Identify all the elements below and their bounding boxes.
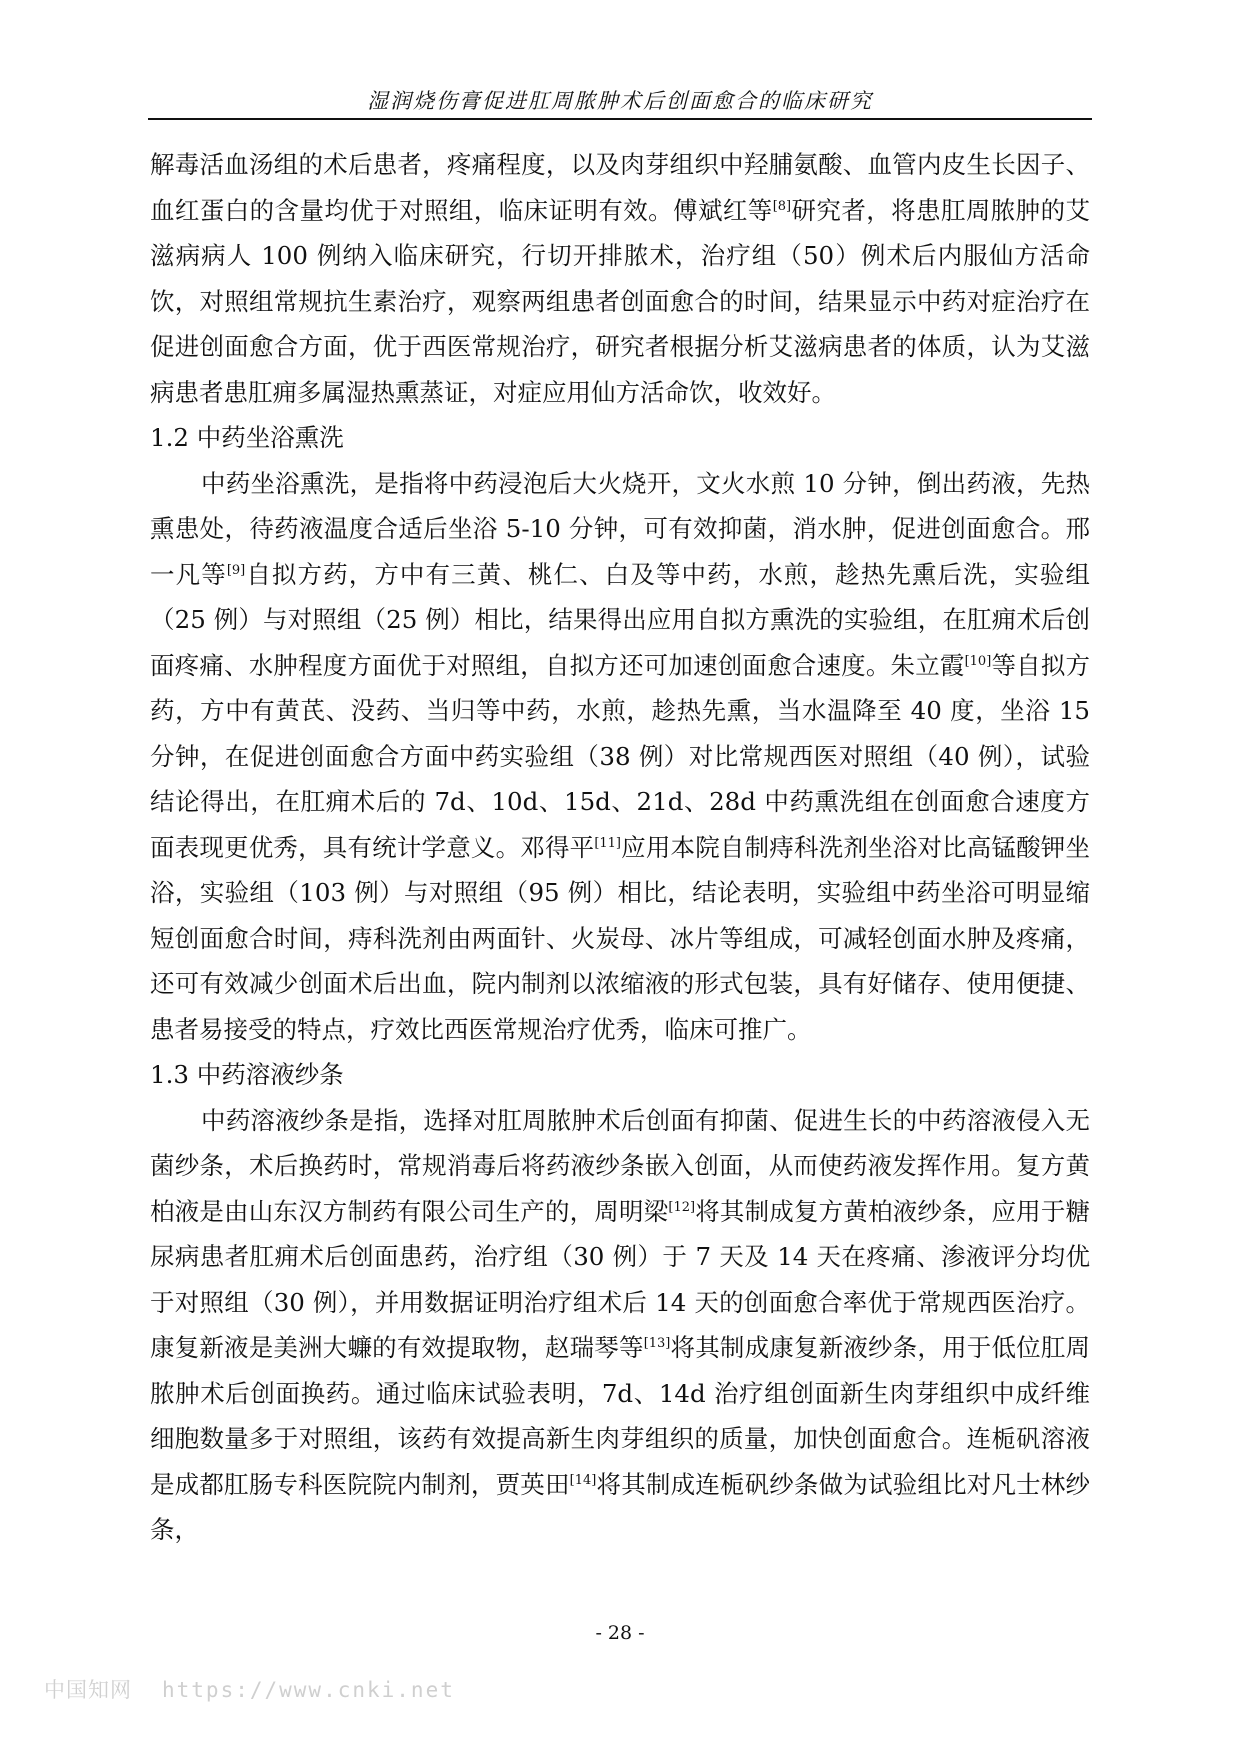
paragraph-2	[150, 461, 1090, 1053]
running-header-title: 湿润烧伤膏促进肛周脓肿术后创面愈合的临床研究	[367, 89, 873, 113]
paragraph-3	[150, 1098, 1090, 1553]
body-text	[150, 142, 1090, 1553]
citation-8[interactable]: [8]	[772, 198, 792, 214]
paragraph-2-text-a: 中药坐浴熏洗，是指将中药浸泡后大火烧开，文火水煎 10 分钟，倒出药液，先热熏患处，待药液温度合适后坐浴 5-10 分钟，可有效抑菌，消水肿，促进创面愈合。邢一凡等	[150, 468, 1090, 589]
section-heading-1-3: 1.3 中药溶液纱条	[150, 1060, 344, 1089]
citation-12[interactable]: [12]	[668, 1199, 696, 1215]
paragraph-1	[150, 142, 1090, 415]
watermark-url: https://www.cnki.net	[162, 1678, 455, 1702]
paragraph-3-text-c: 将其制成康复新液纱条，用于低位肛周脓肿术后创面换药。通过临床试验表明，7d、14d 治疗组创面新生肉芽组织中成纤维细胞数量多于对照组，该药有效提高新生肉芽组织的质量，加快创面愈合。连栀矾溶液是成都肛肠专科医院院内制剂，贾英田	[150, 1333, 1091, 1499]
page-number: - 28 -	[595, 1622, 645, 1644]
paragraph-3-text-a: 中药溶液纱条是指，选择对肛周脓肿术后创面有抑菌、促进生长的中药溶液侵入无菌纱条，术后换药时，常规消毒后将药液纱条嵌入创面，从而使药液发挥作用。复方黄柏液是由山东汉方制药有限公司生产的，周明梁	[150, 1105, 1090, 1226]
citation-10[interactable]: [10]	[964, 653, 992, 669]
cnki-watermark	[44, 1676, 455, 1704]
paragraph-2-text-d: 应用本院自制痔科洗剂坐浴对比高锰酸钾坐浴，实验组（103 例）与对照组（95 例）相比，结论表明，实验组中药坐浴可明显缩短创面愈合时间，痔科洗剂由两面针、火炭母、冰片等组成，可减轻创面水肿及疼痛，还可有效减少创面术后出血，院内制剂以浓缩液的形式包装，具有好储存、使用便捷、患者易接受的特点，疗效比西医常规治疗优秀，临床可推广。	[150, 832, 1090, 1044]
paragraph-2-text-b: 自拟方药，方中有三黄、桃仁、白及等中药，水煎，趁热先熏后洗，实验组（25 例）与对照组（25 例）相比，结果得出应用自拟方熏洗的实验组，在肛痈术后创面疼痛、水肿程度方面优于对照组，自拟方还可加速创面愈合速度。朱立霞	[150, 559, 1091, 680]
paragraph-1-text-a: 解毒活血汤组的术后患者，疼痛程度，以及肉芽组织中羟脯氨酸、血管内皮生长因子、血红蛋白的含量均优于对照组，临床证明有效。傅斌红等	[150, 150, 1090, 225]
paragraph-1-text-b: 研究者，将患肛周脓肿的艾滋病病人 100 例纳入临床研究，行切开排脓术，治疗组（50）例术后内服仙方活命饮，对照组常规抗生素治疗，观察两组患者创面愈合的时间，结果显示中药对症治疗在促进创面愈合方面，优于西医常规治疗，研究者根据分析艾滋病患者的体质，认为艾滋病患者患肛痈多属湿热熏蒸证，对症应用仙方活命饮，收效好。	[150, 195, 1090, 407]
citation-9[interactable]: [9]	[226, 562, 246, 578]
citation-11[interactable]: [11]	[594, 835, 621, 851]
paragraph-3-text-b: 将其制成复方黄柏液纱条，应用于糖尿病患者肛痈术后创面患药，治疗组（30 例）于 7 天及 14 天在疼痛、渗液评分均优于对照组（30 例），并用数据证明治疗组术后 14 天的创面愈合率优于常规西医治疗。康复新液是美洲大蠊的有效提取物，赵瑞琴等	[150, 1196, 1091, 1362]
watermark-brand: 中国知网	[44, 1678, 132, 1702]
paragraph-3-text-d: 将其制成连栀矾纱条做为试验组比对凡士林纱条，	[150, 1469, 1091, 1544]
citation-13[interactable]: [13]	[643, 1336, 671, 1351]
citation-14[interactable]: [14]	[569, 1472, 597, 1488]
section-heading-1-2: 1.2 中药坐浴熏洗	[150, 423, 344, 452]
header-rule	[148, 118, 1092, 120]
paragraph-2-text-c: 等自拟方药，方中有黄芪、没药、当归等中药，水煎，趁热先熏，当水温降至 40 度，坐浴 15 分钟，在促进创面愈合方面中药实验组（38 例）对比常规西医对照组（40 例），试验结论得出，在肛痈术后的 7d、10d、15d、21d、28d 中药熏洗组在创面愈合速度方面表现更优秀，具有统计学意义。邓得平	[150, 650, 1091, 862]
